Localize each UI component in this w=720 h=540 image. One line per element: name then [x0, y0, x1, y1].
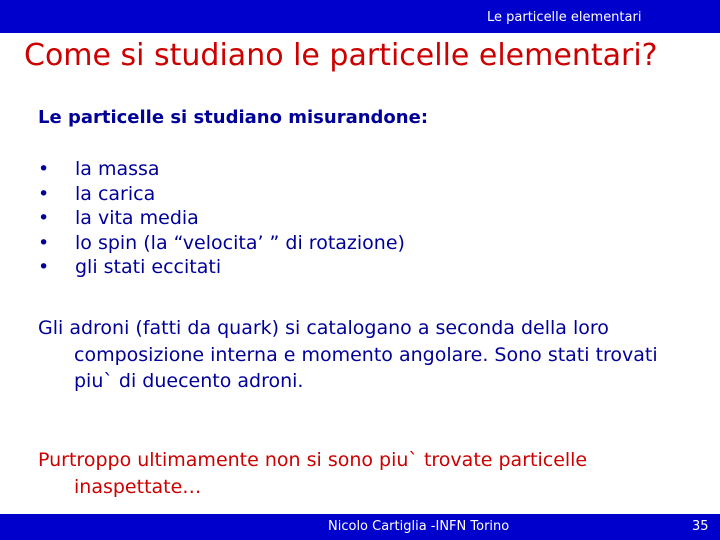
- list-item: [38, 157, 405, 182]
- slide-title: Come si studiano le particelle elementari?: [24, 38, 658, 73]
- list-item-text: la vita media: [75, 207, 199, 229]
- intro-text: Le particelle si studiano misurandone:: [38, 107, 429, 128]
- header-bar: [0, 0, 720, 33]
- list-item: [38, 206, 405, 231]
- list-item: [38, 231, 405, 256]
- list-item: [38, 182, 405, 207]
- conclusion-paragraph: Purtroppo ultimamente non si sono piu` trovate particelle inaspettate…: [38, 449, 588, 498]
- list-item-text: la massa: [75, 158, 160, 180]
- bullet-icon: •: [38, 158, 50, 180]
- footer-author: Nicolo Cartiglia -INFN Torino: [328, 519, 510, 534]
- list-item-text: lo spin (la “velocita’ ” di rotazione): [75, 231, 405, 254]
- list-item-text: gli stati eccitati: [75, 256, 222, 278]
- list-item: [38, 255, 405, 280]
- bullet-icon: •: [38, 231, 50, 254]
- bullet-icon: •: [38, 182, 50, 205]
- hadrons-paragraph: Gli adroni (fatti da quark) si catalogano a seconda della loro composizione interna e momento angolare. Sono stati trovati piu` di duecento adroni.: [38, 317, 658, 392]
- footer-bar: [0, 514, 720, 540]
- running-title: Le particelle elementari: [487, 10, 642, 25]
- bullet-list: [38, 157, 405, 280]
- page-number: 35: [692, 519, 709, 534]
- bullet-icon: •: [38, 207, 50, 229]
- bullet-icon: •: [38, 256, 50, 278]
- list-item-text: la carica: [75, 182, 156, 205]
